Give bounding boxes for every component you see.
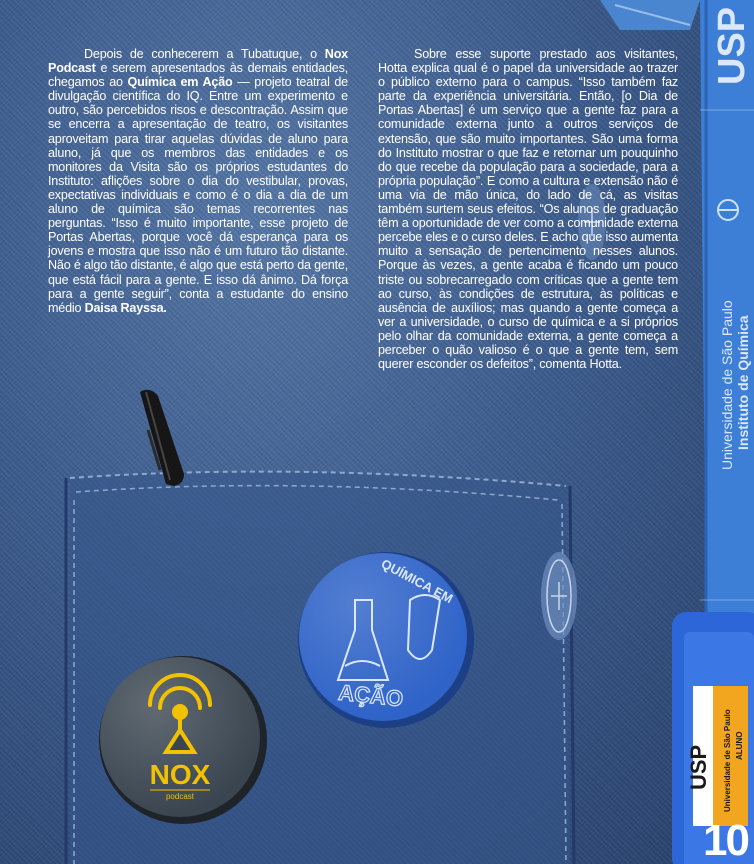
article-column-left	[48, 47, 348, 315]
page-number: 10	[703, 816, 748, 864]
article-column-right	[378, 47, 678, 371]
daisa-rayssa-mention: Daisa Rayssa.	[84, 300, 167, 315]
shirt-button-bottom	[541, 552, 577, 640]
pen	[140, 390, 184, 486]
quimica-badge-top: QUÍMICA EM	[378, 555, 456, 607]
paragraph-right: Sobre esse suporte prestado aos visitantes, Hotta explica qual é o papel da universidade ao trazer o público externo para o campus. “Isso também faz parte da experiência universitária. Então, [o Dia de Portas Abertas] é um serviço que a gente faz para a comunidade externa junto a outros serviços de extensão, que são muito importantes. São uma forma do Instituto mostrar o que faz e retornar um pouquinho do que recebe da população para a sociedade, para a própria população”. E como a cultura e extensão não é uma via de mão única, do lado de cá, as visitas também surtem seus efeitos. “Os alunos de graduação têm a oportunidade de ver como a comunidade externa percebe eles e o curso deles. E acho que isso aumenta muito a sensação de pertencimento nesses alunos. Porque às vezes, a gente acaba é ficando um pouco triste ou sobrecarregado com críticas que a gente tem ao curso, às condições de estrutura, às políticas e ausência de auxílios; mas quando a gente começa a ver a universidade, o curso de química e a si próprios pelo olhar da comunidade externa, a gente começa a perceber o quão valioso é o que a gente tem, sem querer esconder os defeitos”, comenta Hotta.	[378, 47, 678, 372]
quimica-em-acao-mention: Química em Ação	[127, 75, 233, 90]
card-aluno: ALUNO	[735, 731, 744, 760]
quimica-badge-bottom: AÇÃO	[337, 679, 405, 712]
nox-badge-title: NOX	[149, 759, 211, 790]
nox-badge-subtitle: podcast	[165, 792, 195, 801]
card-university: Universidade de São Paulo	[723, 709, 732, 812]
paragraph-left: Depois de conhecerem a Tubatuque, o Nox Podcast e serem apresentados às demais entidades, chegamos ao Química em Ação — projeto teatral de divulgação científica do IQ. Entre um experimento e outro, são percebidos risos e descontração. Assim que se encerra a apresentação de teatro, os visitantes aproveitam para tirar aquelas dúvidas de aluno para aluno, já que os membros das entidades e os monitores da Visita são os próprios estudantes do Instituto: aflições sobre o dia do vestibular, provas, expectativas individuais e como é o dia a dia de um aluno de química são temas recorrentes nas perguntas. “Isso é muito importante, esse projeto de Portas Abertas, porque você dá esperança para os jovens e mostra que isso não é um futuro tão distante. Não é algo tão distante, é algo que está perto da gente, que está fácil para a gente. E isso dá ânimo. Dá força para a gente seguir”, conta a estudante do ensino médio Daisa Rayssa.	[48, 47, 348, 315]
collar-lanyard	[600, 0, 700, 30]
lanyard-institute: Instituto de Química	[735, 315, 751, 450]
nox-podcast-mention: Nox Podcast	[48, 47, 348, 76]
lanyard-university: Universidade de São Paulo	[719, 300, 735, 470]
quimica-em-acao-badge	[298, 552, 474, 728]
nox-podcast-badge	[99, 656, 267, 824]
card-usp-logo: USP	[686, 744, 711, 790]
lanyard-usp-logo: USP	[711, 6, 753, 85]
